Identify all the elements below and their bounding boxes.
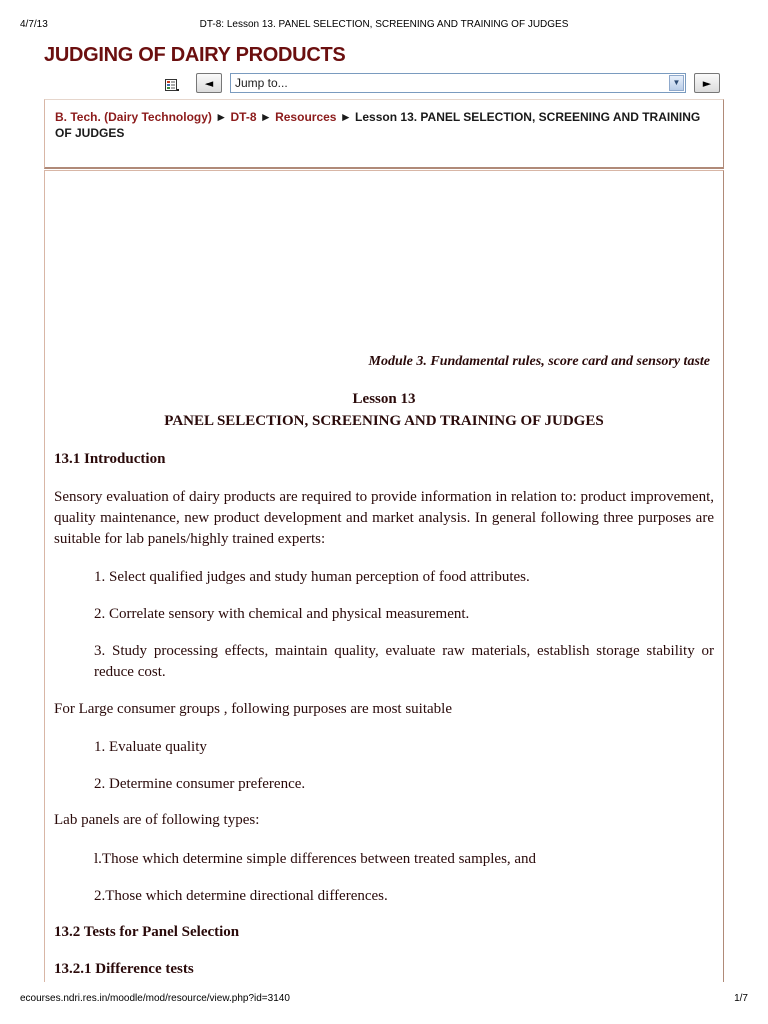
chevron-down-icon[interactable]: ▼ (669, 75, 684, 91)
next-resource-button[interactable]: ► (694, 73, 720, 93)
section-heading-difference-tests: 13.2.1 Difference tests (54, 961, 194, 977)
print-header (20, 19, 748, 33)
section-heading-tests: 13.2 Tests for Panel Selection (54, 924, 240, 940)
print-page-number: 1/7 (734, 993, 748, 1004)
list-item: 2. Determine consumer preference. (94, 776, 306, 792)
jump-to-value: Jump to... (235, 76, 288, 90)
list-item: 1. Select qualified judges and study human perception of food attributes. (94, 569, 530, 585)
list-item: 2.Those which determine directional differences. (94, 888, 388, 904)
breadcrumb-separator: ► (259, 110, 272, 124)
previous-resource-button[interactable]: ◄ (196, 73, 222, 93)
module-line: Module 3. Fundamental rules, score card and sensory taste (368, 354, 710, 369)
list-item: 3. Study processing effects, maintain quality, evaluate raw materials, establish storage stability or reduce cost. (94, 643, 714, 680)
breadcrumb (44, 99, 724, 169)
breadcrumb-current: Lesson 13. PANEL SELECTION, SCREENING AND TRAINING OF JUDGES (55, 110, 701, 140)
print-page-title: DT-8: Lesson 13. PANEL SELECTION, SCREENING AND TRAINING OF JUDGES (199, 19, 569, 30)
breadcrumb-link-course[interactable]: B. Tech. (Dairy Technology) (55, 110, 212, 124)
breadcrumb-separator: ► (215, 110, 228, 124)
list-item: 2. Correlate sensory with chemical and physical measurement. (94, 606, 470, 622)
list-item: l.Those which determine simple differences between treated samples, and (94, 851, 537, 867)
breadcrumb-link-dt8[interactable]: DT-8 (230, 110, 257, 124)
lesson-title: PANEL SELECTION, SCREENING AND TRAINING OF JUDGES (164, 413, 604, 429)
resource-list-icon[interactable] (164, 76, 180, 92)
lesson-number: Lesson 13 (352, 391, 416, 407)
breadcrumb-link-resources[interactable]: Resources (275, 110, 337, 124)
list-item: 1. Evaluate quality (94, 739, 207, 755)
consumer-intro: For Large consumer groups , following purposes are most suitable (54, 701, 452, 717)
site-title[interactable]: JUDGING OF DAIRY PRODUCTS (44, 44, 346, 66)
print-date: 4/7/13 (20, 19, 48, 30)
jump-to-select[interactable] (230, 73, 686, 93)
intro-paragraph: Sensory evaluation of dairy products are required to provide information in relation to: product improvement, quality maintenance, new product development and market analysis. In general following three purposes are suitable for lab panels/highly trained experts: (54, 489, 714, 547)
print-footer (20, 993, 748, 1007)
breadcrumb-separator: ► (339, 110, 352, 124)
print-url: ecourses.ndri.res.in/moodle/mod/resource/view.php?id=3140 (20, 993, 290, 1004)
section-heading-introduction: 13.1 Introduction (54, 451, 166, 467)
panel-types-intro: Lab panels are of following types: (54, 812, 260, 828)
